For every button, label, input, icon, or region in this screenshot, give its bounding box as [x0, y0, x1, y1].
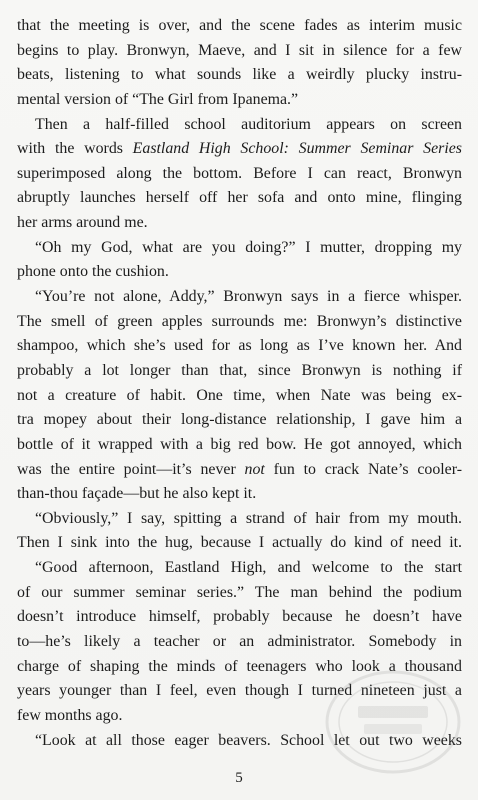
text-line: that the meeting is over, and the scene fades as interim music	[17, 17, 462, 34]
text-line: Then a half-filled school auditorium appears on screen	[35, 115, 462, 133]
text-line: than-thou façade—but he also kept it.	[17, 485, 257, 503]
text-line: charge of shaping the minds of teenagers who look a thousand	[17, 657, 462, 675]
text-line: mental version of “The Girl from Ipanema.”	[17, 90, 299, 108]
text-line: “You’re not alone, Addy,” Bronwyn says in a fierce whisper.	[35, 288, 462, 306]
text-line: tra mopey about their long-distance relationship, I gave him a	[17, 411, 462, 429]
text-line: few months ago.	[17, 706, 123, 724]
text-line: phone onto the cushion.	[17, 263, 169, 281]
body-text	[17, 14, 462, 753]
text-line: The smell of green apples surrounds me: Bronwyn’s distinctive	[17, 312, 462, 330]
text-line: “Obviously,” I say, spitting a strand of hair from my mouth.	[35, 509, 462, 527]
text-line: to—he’s likely a teacher or an administrator. Somebody in	[17, 633, 462, 651]
text-line: years younger than I feel, even though I turned nineteen just a	[17, 682, 462, 700]
text-line: bottle of it wrapped with a big red bow. He got annoyed, which	[17, 435, 462, 453]
text-line: “Good afternoon, Eastland High, and welcome to the start	[35, 559, 462, 577]
text-line: was the entire point—it’s never not fun to crack Nate’s cooler-	[17, 460, 463, 478]
text-line: shampoo, which she’s used for as long as I’ve known her. And	[17, 337, 462, 355]
text-line: “Look at all those eager beavers. School let out two weeks	[35, 731, 462, 749]
text-line: probably a lot longer than that, since Bronwyn is nothing if	[17, 361, 462, 379]
text-line: “Oh my God, what are you doing?” I mutter, dropping my	[35, 238, 462, 256]
text-line: of our summer seminar series.” The man behind the podium	[17, 583, 462, 601]
text-line: her arms around me.	[17, 214, 148, 232]
text-line: not a creature of habit. One time, when Nate was being ex-	[17, 386, 462, 404]
text-line: Then I sink into the hug, because I actually do kind of need it.	[17, 534, 462, 552]
text-line: abruptly launches herself off her sofa and onto mine, flinging	[17, 189, 462, 207]
page-number: 5	[235, 770, 243, 786]
text-line: begins to play. Bronwyn, Maeve, and I sit in silence for a few	[17, 41, 462, 59]
text-line: with the words Eastland High School: Summer Seminar Series	[17, 140, 462, 158]
text-line: doesn’t introduce himself, probably because he doesn’t have	[17, 608, 462, 626]
text-line: beats, listening to what sounds like a weirdly plucky instru-	[17, 66, 462, 84]
text-line: superimposed along the bottom. Before I can react, Bronwyn	[17, 164, 462, 182]
